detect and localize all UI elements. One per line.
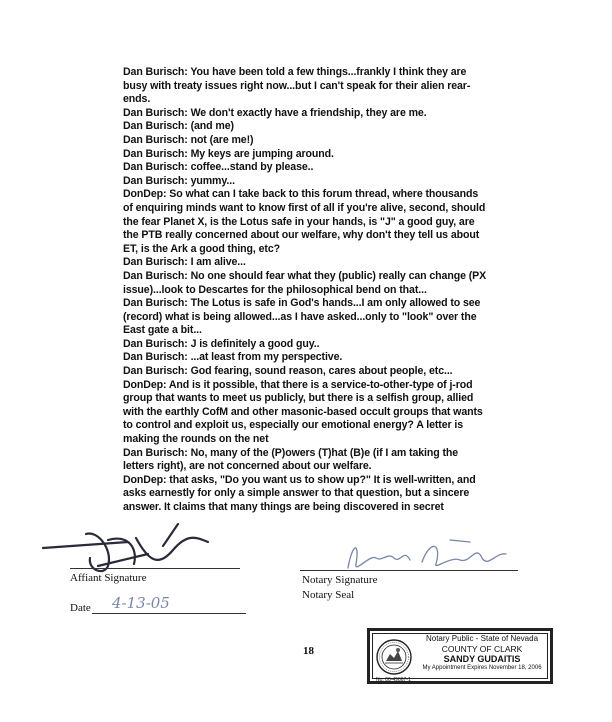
nevada-state-seal-icon [376, 639, 412, 675]
transcript-line: Dan Burisch: You have been told a few things...frankly I think they are [123, 66, 467, 78]
notary-stamp [367, 628, 553, 684]
transcript-line: Dan Burisch: J is definitely a good guy.. [123, 337, 320, 350]
affiant-signature-scribble [38, 520, 218, 580]
notary-signature-line [300, 570, 518, 571]
notary-seal-label: Notary Seal [302, 589, 355, 601]
transcript-line: Dan Burisch: not (are me!) [123, 133, 254, 146]
transcript-line: of enquiring minds want to know first of all if you're alive, second, should [123, 201, 486, 214]
transcript-line: Dan Burisch: God fearing, sound reason, cares about people, etc... [123, 365, 453, 378]
transcript-line: Dan Burisch: No, many of the (P)owers (T)hat (B)e (if I am taking the [123, 446, 459, 459]
transcript-line: letters right), are not concerned about our welfare. [123, 460, 372, 473]
transcript-line: DonDep: So what can I take back to this forum thread, where thousands [123, 188, 479, 201]
stamp-expiry: My Appointment Expires November 18, 2006 [422, 665, 542, 671]
affiant-signature-line [70, 568, 240, 569]
transcript-line: ET, is the Ark a good thing, etc? [123, 242, 280, 255]
transcript-line: Dan Burisch: My keys are jumping around. [123, 147, 334, 160]
affiant-signature-label: Affiant Signature [70, 572, 147, 584]
transcript-line: asks earnestly for only a simple answer to that question, but a sincere [123, 487, 470, 500]
transcript-line: answer. It claims that many things are being discovered in secret [123, 501, 444, 513]
stamp-county: COUNTY OF CLARK [441, 644, 523, 654]
transcript-line: DonDep: that asks, "Do you want us to show up?" It is well-written, and [123, 473, 476, 486]
transcript-line: the fear Planet X, is the Lotus safe in your hands, is "J" a good guy, are [123, 215, 475, 228]
transcript-line: Dan Burisch: yummy... [123, 174, 235, 187]
transcript-line: group that wants to meet us publicly, but there is a selfish group, allied [123, 392, 474, 405]
date-label: Date [70, 602, 91, 614]
transcript-line: Dan Burisch: (and me) [123, 120, 234, 133]
date-line [92, 613, 246, 614]
transcript-line: East gate a bit... [123, 324, 202, 337]
transcript-line: Dan Burisch: I am alive... [123, 256, 246, 269]
transcript-line: busy with treaty issues right now...but I can't speak for their alien rear- [123, 79, 471, 92]
transcript-line: to control and exploit us, especially our emotional energy? A letter is [123, 419, 464, 432]
date-value: 4-13-05 [112, 594, 170, 612]
transcript-line: Dan Burisch: coffee...stand by please.. [123, 161, 314, 174]
stamp-notary-name: SANDY GUDAITIS [443, 654, 521, 664]
transcript-line: the PTB really concerned about our welfare, why don't they tell us about [123, 229, 480, 242]
transcript-line: Dan Burisch: We don't exactly have a friendship, they are me. [123, 106, 427, 119]
transcript-line: DonDep: And is it possible, that there is a service-to-other-type of j-rod [123, 378, 473, 391]
stamp-number: No. 00-49667-1 [376, 677, 411, 683]
notary-stamp-text [416, 634, 548, 673]
transcript-line: making the rounds on the net [123, 433, 269, 446]
stamp-title: Notary Public - State of Nevada [425, 634, 539, 643]
notary-signature-label: Notary Signature [302, 574, 378, 586]
transcript-line: Dan Burisch: ...at least from my perspective. [123, 351, 343, 364]
interview-transcript [123, 66, 523, 515]
transcript-line: issue)...look to Descartes for the philosophical bend on that... [123, 283, 427, 296]
page-number: 18 [303, 645, 314, 657]
transcript-line: Dan Burisch: The Lotus is safe in God's hands...I am only allowed to see [123, 297, 481, 310]
transcript-line: ends. [123, 93, 151, 106]
transcript-line: with the earthly CofM and other masonic-based occult groups that wants [123, 405, 483, 418]
transcript-line: (record) what is being allowed...as I have asked...only to "look" over the [123, 310, 477, 323]
transcript-line: Dan Burisch: No one should fear what they (public) really can change (PX [123, 269, 487, 282]
